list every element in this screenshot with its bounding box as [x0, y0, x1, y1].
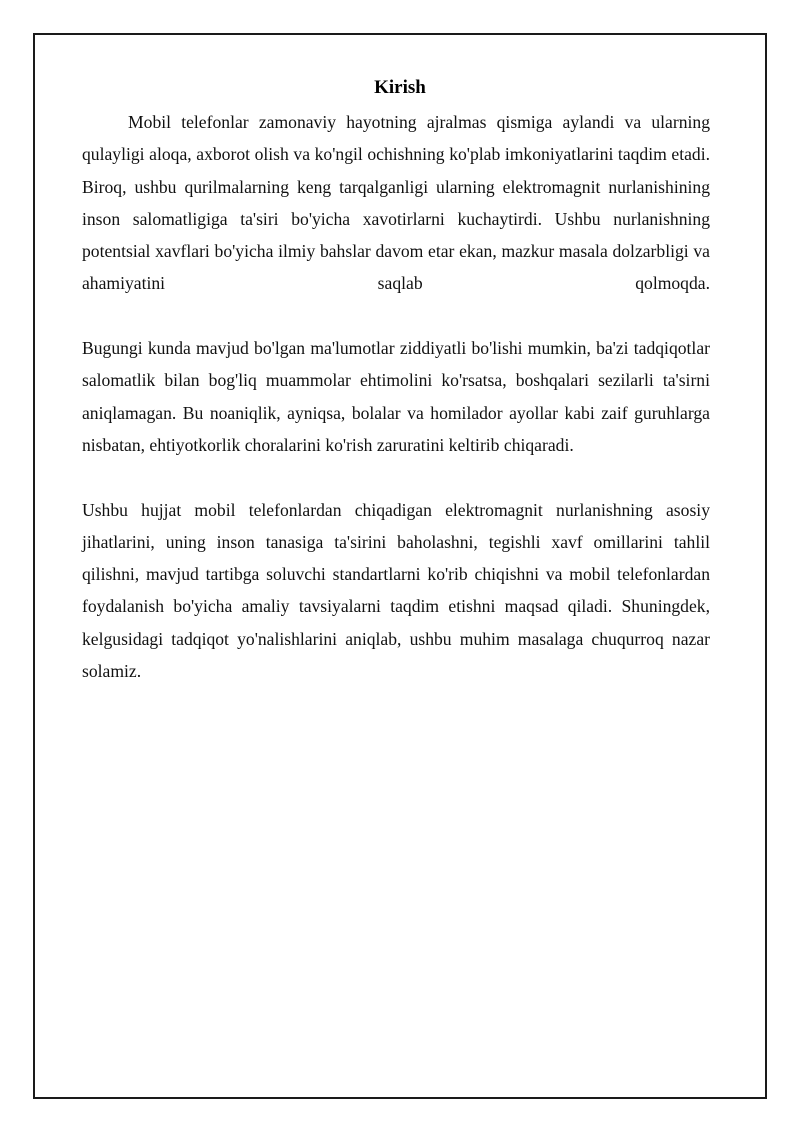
paragraph-spacer — [82, 461, 710, 493]
paragraph-purpose: Ushbu hujjat mobil telefonlardan chiqadigan elektromagnit nurlanishning asosiy jihatlarini, uning inson tanasiga ta'sirini baholashni, tegishli xavf omillarini tahlil qilishni, mavjud tartibga soluvchi standartlarni ko'rib chiqishni va mobil telefonlardan foydalanish bo'yicha amaliy tavsiyalarni taqdim etishni maqsad qiladi. Shuningdek, kelgusidagi tadqiqot yo'nalishlarini aniqlab, ushbu muhim masalaga chuqurroq nazar solamiz. — [82, 499, 710, 682]
document-title: Kirish — [374, 77, 426, 98]
paragraph-intro: Mobil telefonlar zamonaviy hayotning ajralmas qismiga aylandi va ularning qulayligi aloqa, axborot olish va ko'ngil ochishning ko'plab imkoniyatlarini taqdim etadi. Biroq, ushbu qurilmalarning keng tarqalganligi ularning elektromagnit nurlanishining inson salomatligiga ta'siri bo'yicha xavotirlarni kuchaytirdi. Ushbu nurlanishning potentsial xavflari bo'yicha ilmiy bahslar davom etar ekan, mazkur masala dolzarbligi va ahamiyatini saqlab qolmoqda. — [82, 112, 710, 294]
paragraph-uncertainty: Bugungi kunda mavjud bo'lgan ma'lumotlar ziddiyatli bo'lishi mumkin, ba'zi tadqiqotlar salomatlik bilan bog'liq muammolar ehtimolini ko'rsatsa, boshqalari sezilarli ta'sirni aniqlamagan. Bu noaniqlik, ayniqsa, bolalar va homilador ayollar kabi zaif guruhlarga nisbatan, ehtiyotkorlik choralarini ko'rish zaruratini keltirib chiqaradi. — [82, 338, 710, 455]
paragraph-spacer — [82, 300, 710, 332]
document-body — [82, 106, 710, 687]
